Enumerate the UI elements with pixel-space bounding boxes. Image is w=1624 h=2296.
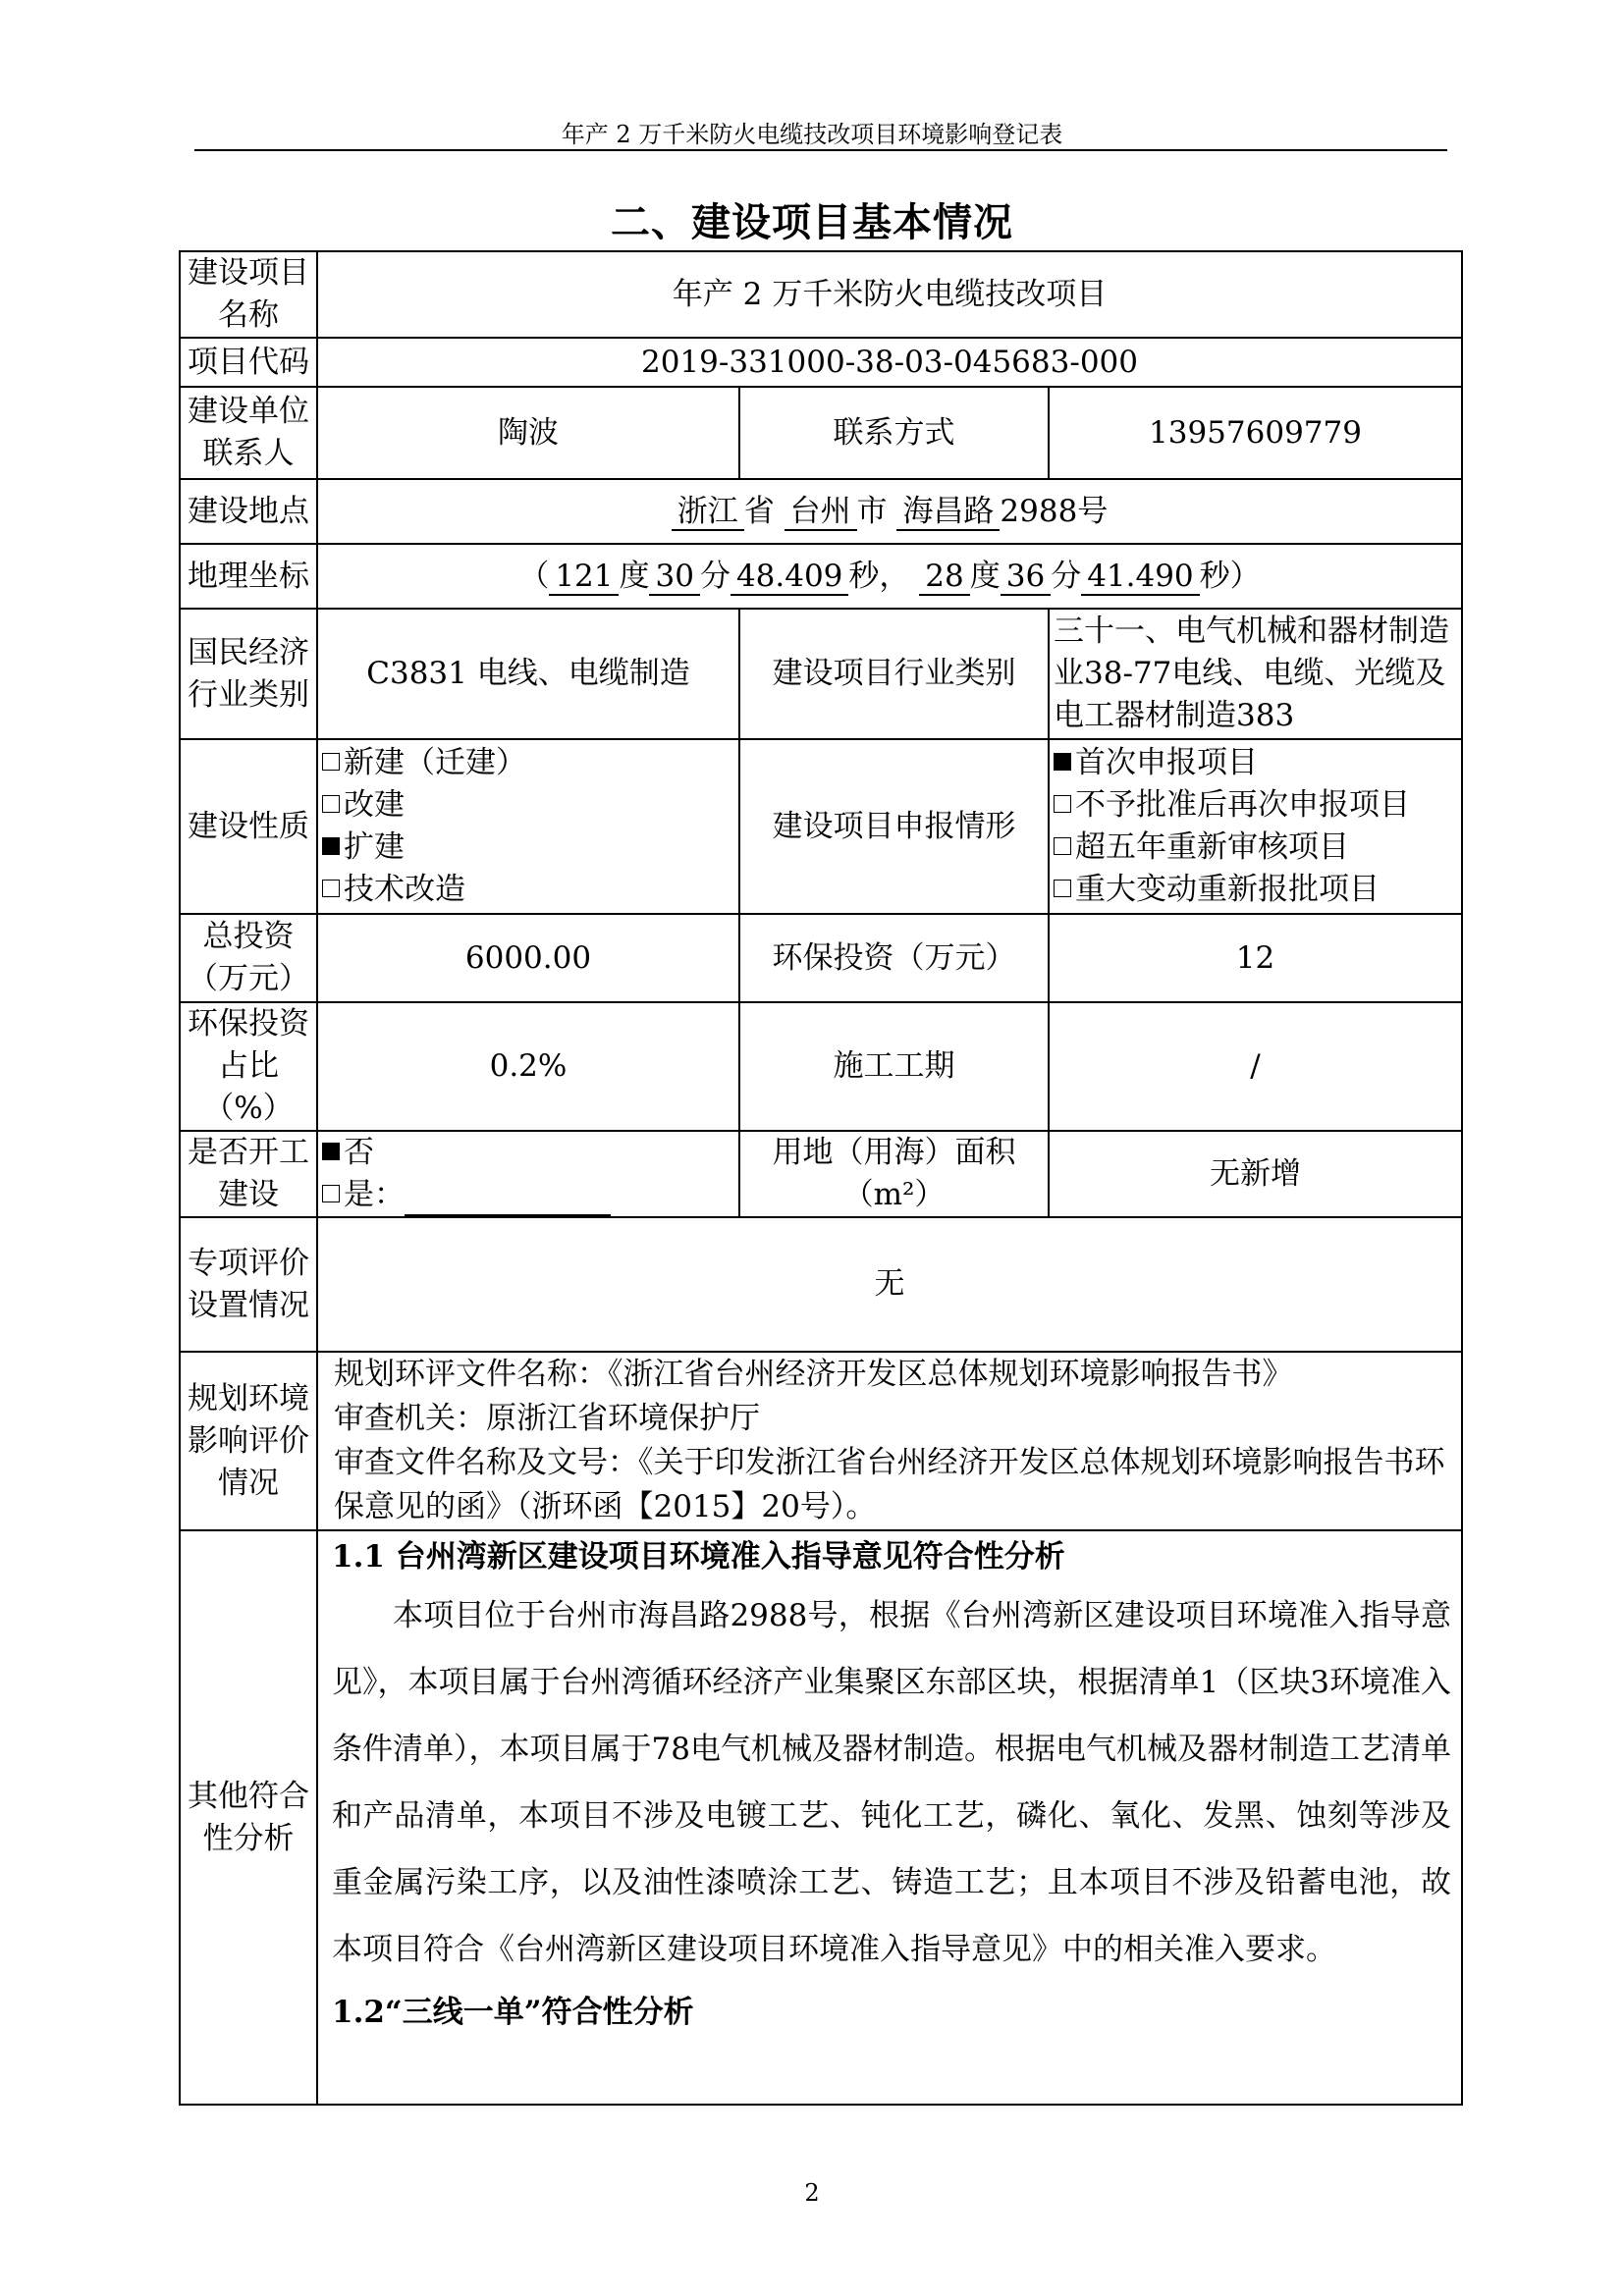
min-unit: 分 [699,558,731,594]
nature-option [322,784,734,827]
project-code-label: 项目代码 [180,338,317,387]
env-investment-label: 环保投资（万元） [739,914,1049,1002]
location-road: 海昌路 [896,494,1000,531]
coords-close: ） [1229,558,1261,594]
row-other [180,1530,1462,2105]
checkbox-icon [1054,795,1071,813]
env-investment-value: 12 [1049,914,1462,1002]
planning-line: 审查机关：原浙江省环境保护厅 [334,1401,760,1436]
coords-label: 地理坐标 [180,544,317,609]
option-text: 重大变动重新报批项目 [1075,872,1380,907]
coords-sep: ， [879,558,910,594]
coords-value [317,544,1462,609]
checkbox-icon [322,753,340,771]
planning-label: 规划环境影响评价情况 [180,1352,317,1530]
page-number: 2 [804,2179,820,2207]
lat-min: 36 [1001,559,1051,596]
nature-label: 建设性质 [180,739,317,914]
lon-deg: 121 [549,559,619,596]
row-investment [180,914,1462,1002]
row-industry [180,609,1462,739]
number-suffix: 号 [1077,493,1109,529]
nature-option [322,742,734,784]
header-rule [194,149,1447,151]
started-option-no [322,1132,734,1174]
declaration-option [1054,827,1457,869]
option-text: 否 [344,1135,374,1170]
blank-line [405,1187,611,1216]
planning-line: 审查文件名称及文号：《关于印发浙江省台州经济开发区总体规划环境影响报告书环保意见的函》（浙环函【2015】20号）。 [334,1445,1445,1524]
checkbox-icon [322,795,340,813]
lon-min: 30 [649,559,699,596]
row-coords [180,544,1462,609]
checkbox-icon [1054,880,1071,897]
checkbox-checked-icon [1054,753,1071,771]
ratio-label: 环保投资占比（%） [180,1002,317,1131]
other-paragraph: 本项目位于台州市海昌路2988号，根据《台州湾新区建设项目环境准入指导意见》，本项目属于台州湾循环经济产业集聚区东部区块，根据清单1（区块3环境准入条件清单），本项目属于78电气机械及器材制造。根据电气机械及器材制造工艺清单和产品清单，本项目不涉及电镀工艺、钝化工艺，磷化、氧化、发黑、蚀刻等涉及重金属污染工序，以及油性漆喷涂工艺、铸造工艺；且本项目不涉及铅蓄电池，故本项目符合《台州湾新区建设项目环境准入指导意见》中的相关准入要求。 [332,1598,1451,1967]
row-contact [180,387,1462,479]
option-text: 首次申报项目 [1075,745,1258,780]
other-heading-1: 1.1 台州湾新区建设项目环境准入指导意见符合性分析 [332,1539,1065,1575]
started-option-yes [322,1174,734,1216]
option-text: 是： [344,1177,405,1212]
investment-label: 总投资（万元） [180,914,317,1002]
other-heading-2: 1.2“三线一单”符合性分析 [332,1995,694,2030]
project-industry-value: 三十一、电气机械和器材制造业38-77电线、电缆、光缆及电工器材制造383 [1049,609,1462,739]
row-ratio [180,1002,1462,1131]
construction-period-label: 施工工期 [739,1002,1049,1131]
construction-period-value: / [1049,1002,1462,1131]
industry-label: 国民经济行业类别 [180,609,317,739]
sec-unit-2: 秒 [1199,558,1230,594]
contact-person: 陶波 [317,387,739,479]
coords-open: （ [518,558,550,594]
declaration-label: 建设项目申报情形 [739,739,1049,914]
option-text: 技术改造 [344,872,465,907]
declaration-option [1054,869,1457,911]
lat-sec: 41.490 [1081,559,1199,596]
location-value [317,479,1462,544]
investment-value: 6000.00 [317,914,739,1002]
industry-value: C3831 电线、电缆制造 [317,609,739,739]
row-started [180,1131,1462,1217]
option-text: 不予批准后再次申报项目 [1075,787,1410,823]
project-name-label: 建设项目名称 [180,251,317,338]
declaration-options [1049,739,1462,914]
row-planning [180,1352,1462,1530]
sec-unit: 秒 [848,558,880,594]
planning-content [317,1352,1462,1530]
row-nature [180,739,1462,914]
option-text: 扩建 [344,829,405,865]
section-title: 二、建设项目基本情况 [611,199,1013,245]
land-area-value: 无新增 [1049,1131,1462,1217]
checkbox-checked-icon [322,1143,340,1160]
running-header: 年产 2 万千米防火电缆技改项目环境影响登记表 [561,121,1063,148]
option-text: 新建（迁建） [344,745,526,780]
nature-option [322,827,734,869]
option-text: 改建 [344,787,405,823]
project-info-table [179,250,1463,2106]
province-suffix: 省 [743,493,775,529]
special-label: 专项评价设置情况 [180,1217,317,1352]
other-content [317,1530,1462,2105]
row-project-code [180,338,1462,387]
special-value: 无 [317,1217,1462,1352]
project-code-value: 2019-331000-38-03-045683-000 [317,338,1462,387]
nature-options [317,739,739,914]
location-province: 浙江 [672,494,744,531]
location-label: 建设地点 [180,479,317,544]
checkbox-icon [322,880,340,897]
contact-label: 建设单位联系人 [180,387,317,479]
lat-deg: 28 [919,559,969,596]
declaration-option [1054,742,1457,784]
option-text: 超五年重新审核项目 [1075,829,1349,865]
row-location [180,479,1462,544]
deg-unit-2: 度 [969,558,1001,594]
contact-method-label: 联系方式 [739,387,1049,479]
city-suffix: 市 [856,493,888,529]
project-industry-label: 建设项目行业类别 [739,609,1049,739]
checkbox-icon [1054,837,1071,855]
checkbox-checked-icon [322,837,340,855]
ratio-value: 0.2% [317,1002,739,1131]
min-unit-2: 分 [1051,558,1082,594]
land-area-label: 用地（用海）面积（m²） [739,1131,1049,1217]
started-options [317,1131,739,1217]
started-label: 是否开工建设 [180,1131,317,1217]
planning-line: 规划环评文件名称：《浙江省台州经济开发区总体规划环境影响报告书》 [334,1357,1293,1392]
contact-phone: 13957609779 [1049,387,1462,479]
declaration-option [1054,784,1457,827]
row-project-name [180,251,1462,338]
checkbox-icon [322,1185,340,1202]
deg-unit: 度 [619,558,650,594]
location-number: 2988 [1000,493,1078,529]
nature-option [322,869,734,911]
location-city: 台州 [785,494,857,531]
lon-sec: 48.409 [731,559,848,596]
other-label: 其他符合性分析 [180,1530,317,2105]
row-special [180,1217,1462,1352]
project-name-value: 年产 2 万千米防火电缆技改项目 [317,251,1462,338]
